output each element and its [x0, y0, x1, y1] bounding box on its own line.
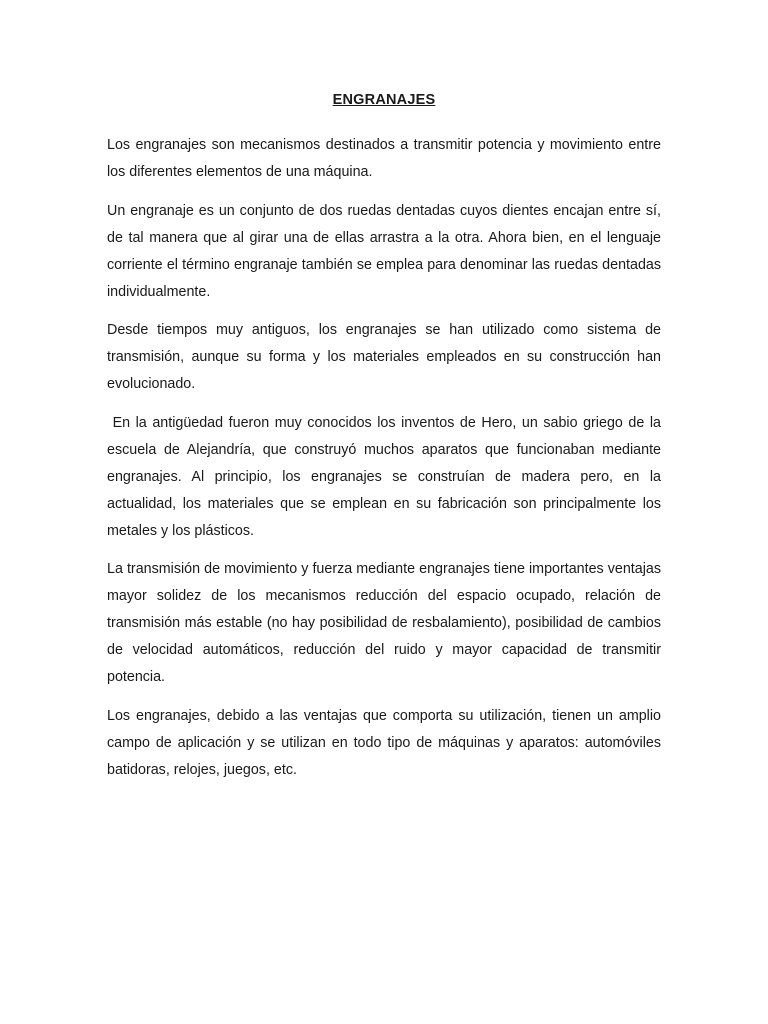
document-title: ENGRANAJES: [332, 92, 436, 108]
document-body: [107, 132, 665, 795]
paragraph-5: La transmisión de movimiento y fuerza mediante engranajes tiene importantes ventajas mayor solidez de los mecanismos reducción del espacio ocupado, relación de transmisión más estable (no hay posibilidad de resbalamiento), posibilidad de cambios de velocidad automáticos, reducción del ruido y mayor capacidad de transmitir potencia.: [107, 561, 661, 685]
paragraph-2: Un engranaje es un conjunto de dos ruedas dentadas cuyos dientes encajan entre sí, de tal manera que al girar una de ellas arrastra a la otra. Ahora bien, en el lenguaje corriente el término engranaje también se emplea para denominar las ruedas dentadas individualmente.: [107, 202, 661, 300]
paragraph-1: Los engranajes son mecanismos destinados a transmitir potencia y movimiento entre los diferentes elementos de una máquina.: [107, 137, 661, 180]
paragraph-4: En la antigüedad fueron muy conocidos los inventos de Hero, un sabio griego de la escuela de Alejandría, que construyó muchos aparatos que funcionaban mediante engranajes. Al principio, los engranajes se construían de madera pero, en la actualidad, los materiales que se emplean en su fabricación son principalmente los metales y los plásticos.: [107, 414, 665, 539]
paragraph-6: Los engranajes, debido a las ventajas que comporta su utilización, tienen un amplio campo de aplicación y se utilizan en todo tipo de máquinas y aparatos: automóviles batidoras, relojes, juegos, etc.: [107, 707, 661, 778]
paragraph-3: Desde tiempos muy antiguos, los engranajes se han utilizado como sistema de transmisión, aunque su forma y los materiales empleados en su construcción han evolucionado.: [107, 322, 661, 392]
